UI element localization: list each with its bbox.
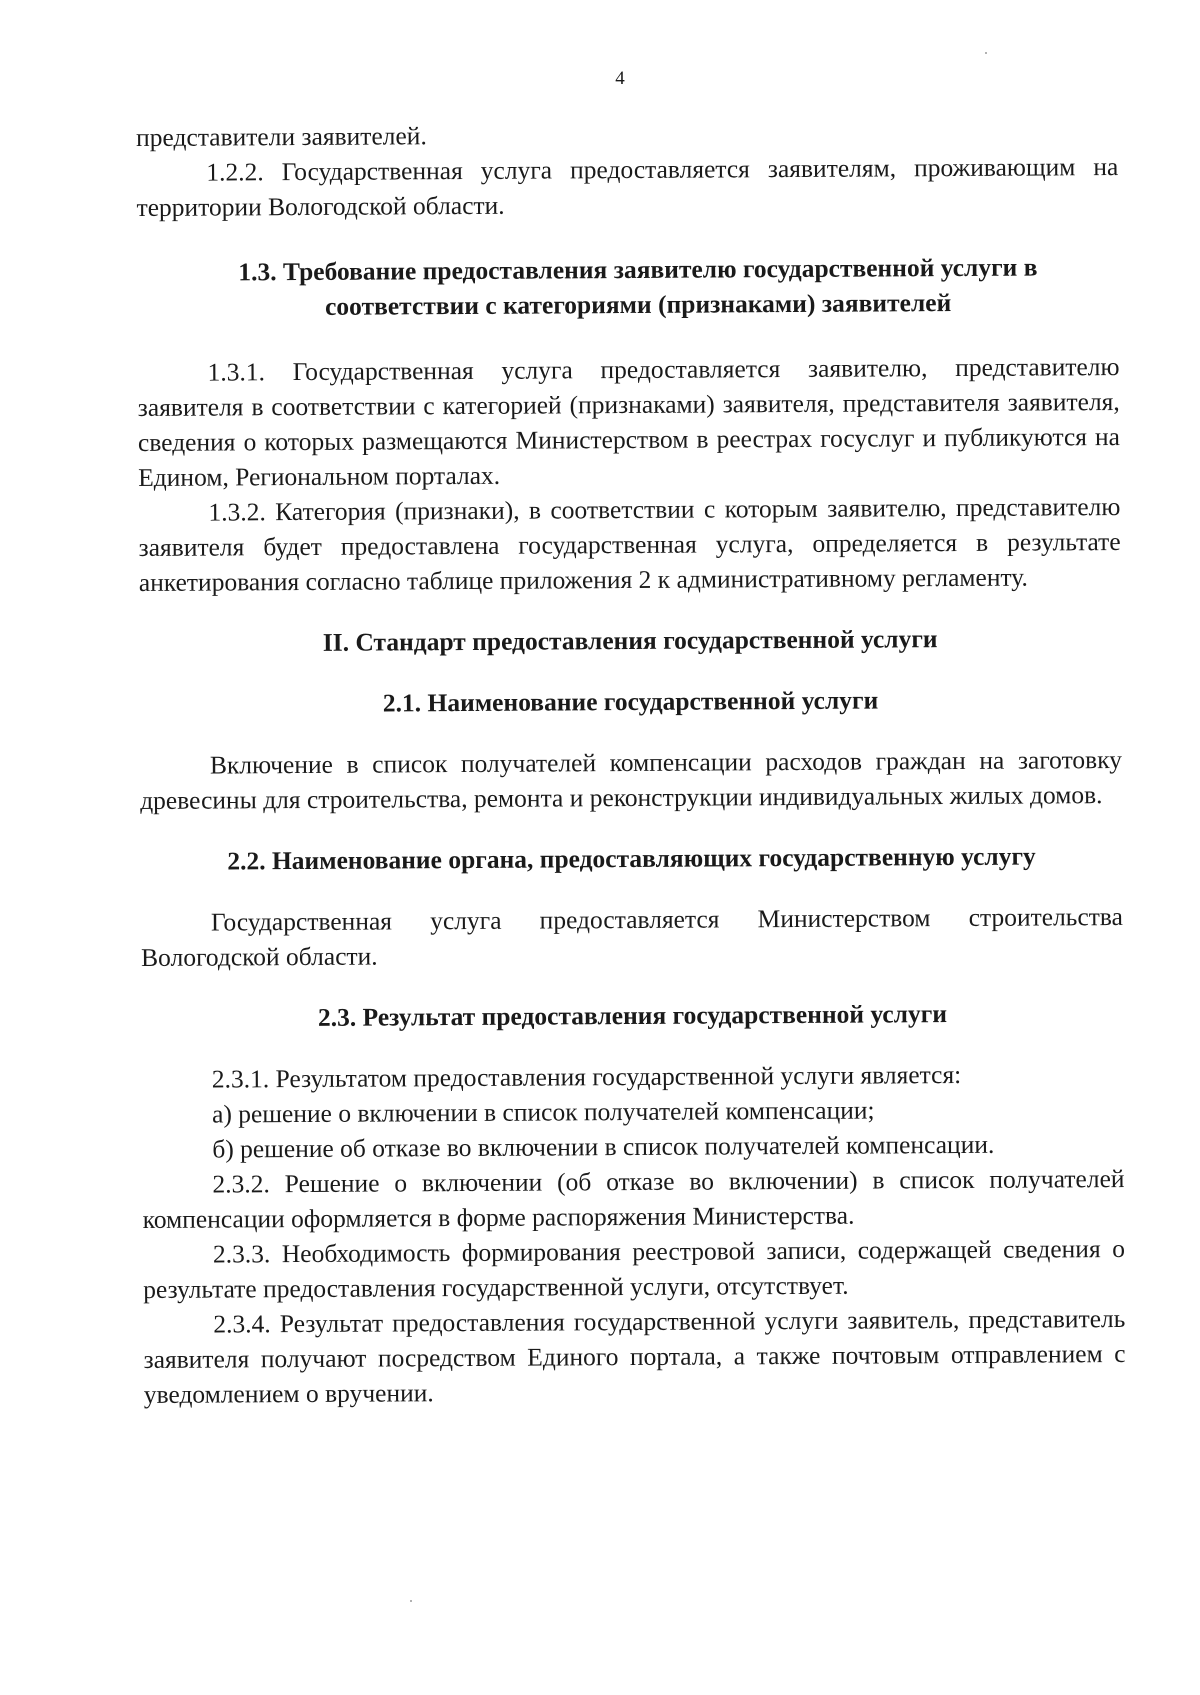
paragraph-2-3-4: 2.3.4. Результат предоставления государственной услуги заявитель, представитель заявителя получают посредством Единого портала, а также почтовым отправлением с уведомлением о вручении.: [143, 1303, 1126, 1409]
paragraph-1-3-1: 1.3.1. Государственная услуга предоставляется заявителю, представителю заявителя в соответствии с категорией (признаками) заявителя, представителя заявителя, сведения о которых размещаются Министерством в реестрах госуслуг и публикуются на Едином, Региональном порталах.: [137, 351, 1121, 492]
paragraph-continuation: представители заявителей.: [136, 121, 427, 152]
paragraph-1-3-2: 1.3.2. Категория (признаки), в соответствии с которым заявителю, представителю заявителя будет предоставлена государственная услуга, определяется в результате анкетирования согласно таблице приложения 2 к административному регламенту.: [138, 491, 1121, 597]
paragraph-2-3-3: 2.3.3. Необходимость формирования реестровой записи, содержащей сведения о результате предоставления государственной услуги, отсутствует.: [143, 1233, 1126, 1304]
paragraph-2-3-1: 2.3.1. Результатом предоставления государственной услуги является:: [211, 1059, 962, 1094]
heading-2-2: 2.2. Наименование органа, предоставляющих государственную услугу: [227, 841, 1036, 876]
paragraph-2-3-1-b: б) решение об отказе во включении в список получателей компенсации.: [212, 1129, 995, 1164]
paragraph-2-3-1-a: а) решение о включении в список получателей компенсации;: [211, 1095, 875, 1129]
heading-section-ii: II. Стандарт предоставления государственной услуги: [322, 624, 938, 657]
heading-2-1: 2.1. Наименование государственной услуги: [382, 685, 879, 718]
paragraph-1-2-2: 1.2.2. Государственная услуга предоставляется заявителям, проживающим на территории Вологодской области.: [136, 152, 1119, 222]
scan-speck: [985, 52, 987, 54]
scan-speck: [410, 1600, 412, 1602]
document-body: [136, 114, 1126, 1412]
heading-1-3: 1.3. Требование предоставления заявителю государственной услуги в соответствии с категориями (признаками) заявителей: [238, 252, 1038, 321]
page-number: 4: [615, 68, 625, 89]
paragraph-2-2: Государственная услуга предоставляется Министерством строительства Вологодской области.: [141, 901, 1123, 972]
heading-2-3: 2.3. Результат предоставления государственной услуги: [317, 999, 948, 1032]
paragraph-2-1: Включение в список получателей компенсации расходов граждан на заготовку древесины для строительства, ремонта и реконструкции индивидуальных жилых домов.: [140, 744, 1123, 815]
paragraph-2-3-2: 2.3.2. Решение о включении (об отказе во включении) в список получателей компенсации оформляется в форме распоряжения Министерства.: [142, 1163, 1125, 1234]
